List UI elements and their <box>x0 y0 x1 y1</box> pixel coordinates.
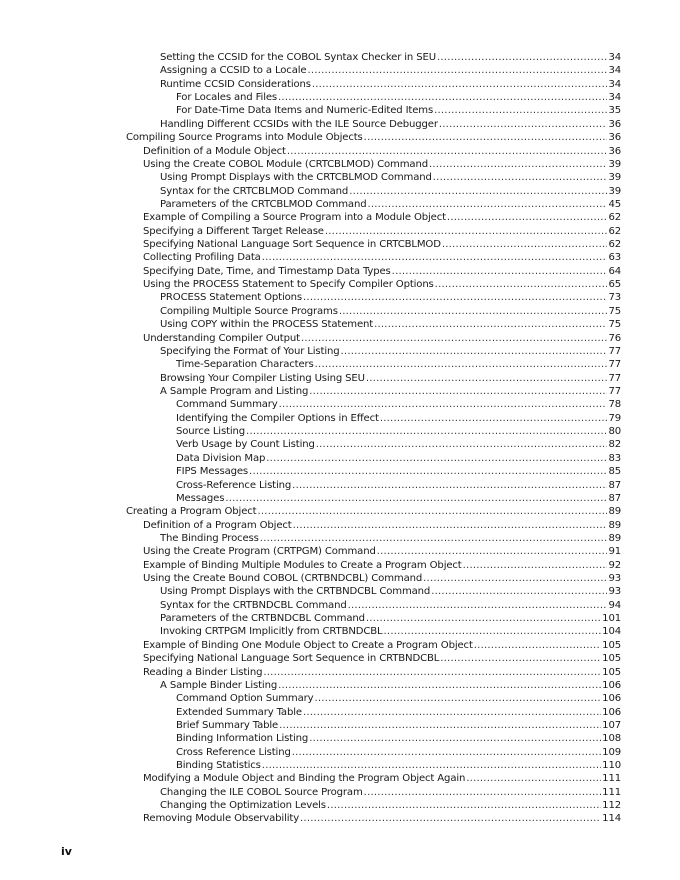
toc-entry-title: Parameters of the CRTBNDCBL Command <box>160 613 365 625</box>
toc-entry-title: Reading a Binder Listing <box>143 666 263 678</box>
toc-entry-title: Source Listing <box>176 426 246 438</box>
toc-entry-title: FIPS Messages <box>176 466 249 478</box>
toc-entry-page: 45 <box>608 198 621 210</box>
toc-entry[interactable] <box>0 772 680 785</box>
toc-entry-title: Creating a Program Object <box>126 506 257 518</box>
toc-entry-title: Specifying a Different Target Release <box>143 225 324 237</box>
toc-entry-title: Handling Different CCSIDs with the ILE Source Debugger <box>160 118 438 130</box>
toc-entry[interactable] <box>0 759 680 772</box>
toc-entry-title: Syntax for the CRTCBLMOD Command <box>160 185 349 197</box>
dot-leader <box>260 532 608 545</box>
toc-entry[interactable] <box>0 278 680 291</box>
toc-entry-title: Compiling Multiple Source Programs <box>160 305 338 317</box>
toc-entry[interactable] <box>0 679 680 692</box>
toc-entry[interactable] <box>0 545 680 558</box>
toc-entry-page: 89 <box>608 506 621 518</box>
dot-leader <box>315 358 608 371</box>
dot-leader <box>366 612 601 625</box>
dot-leader <box>309 385 607 398</box>
toc-entry[interactable] <box>0 345 680 358</box>
toc-entry-page: 34 <box>608 52 621 63</box>
toc-entry[interactable] <box>0 519 680 532</box>
dot-leader <box>278 91 607 104</box>
toc-entry-page: 111 <box>602 786 621 798</box>
toc-entry-title: Assigning a CCSID to a Locale <box>160 65 307 77</box>
toc-entry-page: 63 <box>608 252 621 264</box>
toc-entry[interactable] <box>0 51 680 64</box>
toc-entry-title: Specifying Date, Time, and Timestamp Data Types <box>143 265 391 277</box>
toc-entry[interactable] <box>0 145 680 158</box>
toc-entry-title: A Sample Binder Listing <box>160 679 278 691</box>
dot-leader <box>433 171 608 184</box>
toc-entry-page: 111 <box>602 773 621 785</box>
dot-leader <box>293 519 608 532</box>
toc-entry-page: 39 <box>608 185 621 197</box>
toc-entry-title: Using Prompt Displays with the CRTBNDCBL Command <box>160 586 431 598</box>
toc-entry-title: Example of Binding One Module Object to Create a Program Object <box>143 639 473 651</box>
dot-leader <box>257 505 607 518</box>
toc-entry-page: 65 <box>608 279 621 291</box>
toc-entry-page: 92 <box>608 559 621 571</box>
toc-entry-page: 87 <box>608 479 621 491</box>
toc-entry-page: 34 <box>608 92 621 104</box>
toc-entry-page: 87 <box>608 492 621 504</box>
toc-entry-title: Command Option Summary <box>176 693 314 705</box>
toc-entry-page: 34 <box>608 78 621 90</box>
toc-entry-title: Compiling Source Programs into Module Objects <box>126 132 363 144</box>
toc-entry[interactable] <box>0 425 680 438</box>
toc-entry[interactable] <box>0 706 680 719</box>
table-of-contents <box>0 51 680 826</box>
toc-entry[interactable] <box>0 198 680 211</box>
toc-entry-page: 105 <box>602 639 621 651</box>
toc-entry[interactable] <box>0 238 680 251</box>
toc-entry[interactable] <box>0 746 680 759</box>
toc-entry[interactable] <box>0 639 680 652</box>
toc-entry-title: For Locales and Files <box>176 92 278 104</box>
toc-entry[interactable] <box>0 532 680 545</box>
toc-entry-title: Browsing Your Compiler Listing Using SEU <box>160 372 365 384</box>
toc-entry[interactable] <box>0 812 680 825</box>
toc-entry-page: 114 <box>602 813 621 825</box>
toc-entry-title: Setting the CCSID for the COBOL Syntax Checker in SEU <box>160 52 436 63</box>
page-number: iv <box>61 845 72 858</box>
toc-entry-page: 78 <box>608 399 621 411</box>
toc-entry-page: 73 <box>608 292 621 304</box>
toc-entry-page: 75 <box>608 319 621 331</box>
toc-entry-page: 93 <box>608 573 621 585</box>
toc-entry-title: Changing the Optimization Levels <box>160 800 326 812</box>
toc-entry[interactable] <box>0 358 680 371</box>
toc-entry[interactable] <box>0 104 680 117</box>
dot-leader <box>474 639 601 652</box>
toc-entry-title: Runtime CCSID Considerations <box>160 78 311 90</box>
toc-entry-title: The Binding Process <box>160 532 259 544</box>
toc-entry-title: Parameters of the CRTCBLMOD Command <box>160 198 367 210</box>
toc-entry[interactable] <box>0 171 680 184</box>
dot-leader <box>314 692 601 705</box>
toc-entry[interactable] <box>0 372 680 385</box>
dot-leader <box>447 211 608 224</box>
toc-entry-title: A Sample Program and Listing <box>160 385 309 397</box>
toc-entry-title: Invoking CRTPGM Implicitly from CRTBNDCBL <box>160 626 383 638</box>
toc-entry-title: Understanding Compiler Output <box>143 332 300 344</box>
dot-leader <box>348 599 608 612</box>
toc-entry-title: Verb Usage by Count Listing <box>176 439 315 451</box>
dot-leader <box>429 158 608 171</box>
toc-entry-page: 112 <box>602 800 621 812</box>
toc-entry[interactable] <box>0 479 680 492</box>
toc-entry[interactable] <box>0 131 680 144</box>
dot-leader <box>366 372 608 385</box>
toc-entry-page: 83 <box>608 452 621 464</box>
toc-entry-title: Definition of a Program Object <box>143 519 292 531</box>
toc-entry-page: 39 <box>608 158 621 170</box>
toc-entry-page: 106 <box>602 706 621 718</box>
dot-leader <box>287 145 608 158</box>
dot-leader <box>364 786 602 799</box>
toc-entry[interactable] <box>0 305 680 318</box>
toc-entry-title: Modifying a Module Object and Binding the Program Object Again <box>143 773 466 785</box>
toc-entry[interactable] <box>0 385 680 398</box>
dot-leader <box>380 412 608 425</box>
toc-entry-title: Using the Create Program (CRTPGM) Command <box>143 546 376 558</box>
dot-leader <box>249 465 607 478</box>
dot-leader <box>292 746 601 759</box>
toc-entry[interactable] <box>0 185 680 198</box>
toc-entry-title: Using the Create COBOL Module (CRTCBLMOD) Command <box>143 158 428 170</box>
toc-entry-title: Data Division Map <box>176 452 266 464</box>
dot-leader <box>349 185 607 198</box>
toc-entry-page: 36 <box>608 132 621 144</box>
dot-leader <box>463 559 608 572</box>
dot-leader <box>225 492 607 505</box>
dot-leader <box>292 479 607 492</box>
dot-leader <box>377 545 608 558</box>
toc-entry-page: 75 <box>608 305 621 317</box>
dot-leader <box>440 652 601 665</box>
toc-entry-page: 62 <box>608 212 621 224</box>
dot-leader <box>266 452 607 465</box>
toc-entry-page: 79 <box>608 412 621 424</box>
toc-entry-title: Collecting Profiling Data <box>143 252 261 264</box>
toc-entry-page: 62 <box>608 225 621 237</box>
toc-entry-page: 89 <box>608 532 621 544</box>
toc-entry-page: 105 <box>602 666 621 678</box>
toc-entry-title: Specifying the Format of Your Listing <box>160 345 340 357</box>
toc-entry-title: Command Summary <box>176 399 278 411</box>
toc-entry-title: Cross-Reference Listing <box>176 479 292 491</box>
dot-leader <box>384 625 602 638</box>
toc-entry[interactable] <box>0 492 680 505</box>
dot-leader <box>341 345 608 358</box>
toc-entry-page: 91 <box>608 546 621 558</box>
toc-entry-page: 64 <box>608 265 621 277</box>
toc-entry-page: 39 <box>608 172 621 184</box>
toc-entry-title: Using the Create Bound COBOL (CRTBNDCBL) Command <box>143 573 423 585</box>
toc-entry[interactable] <box>0 732 680 745</box>
toc-entry[interactable] <box>0 572 680 585</box>
toc-entry-title: Using Prompt Displays with the CRTCBLMOD Command <box>160 172 432 184</box>
toc-entry-title: Removing Module Observability <box>143 813 300 825</box>
dot-leader <box>431 585 607 598</box>
toc-entry[interactable] <box>0 465 680 478</box>
toc-entry-title: Extended Summary Table <box>176 706 302 718</box>
toc-entry-title: Using COPY within the PROCESS Statement <box>160 319 374 331</box>
toc-entry[interactable] <box>0 612 680 625</box>
dot-leader <box>434 104 607 117</box>
toc-entry-title: Changing the ILE COBOL Source Program <box>160 786 363 798</box>
toc-entry-page: 106 <box>602 679 621 691</box>
toc-entry[interactable] <box>0 438 680 451</box>
dot-leader <box>325 225 608 238</box>
dot-leader <box>262 759 601 772</box>
dot-leader <box>300 812 601 825</box>
dot-leader <box>374 318 607 331</box>
toc-entry-page: 94 <box>608 599 621 611</box>
dot-leader <box>327 799 601 812</box>
toc-entry-page: 101 <box>602 613 621 625</box>
toc-entry-page: 110 <box>602 760 621 772</box>
dot-leader <box>303 291 607 304</box>
toc-entry[interactable] <box>0 318 680 331</box>
toc-entry-page: 80 <box>608 426 621 438</box>
dot-leader <box>312 78 608 91</box>
dot-leader <box>262 251 608 264</box>
toc-entry[interactable] <box>0 625 680 638</box>
dot-leader <box>466 772 601 785</box>
toc-entry-title: PROCESS Statement Options <box>160 292 303 304</box>
dot-leader <box>278 679 601 692</box>
toc-entry-page: 36 <box>608 118 621 130</box>
toc-entry-page: 77 <box>608 372 621 384</box>
dot-leader <box>367 198 607 211</box>
toc-entry[interactable] <box>0 78 680 91</box>
dot-leader <box>307 64 607 77</box>
dot-leader <box>392 265 608 278</box>
toc-entry-title: Syntax for the CRTBNDCBL Command <box>160 599 347 611</box>
dot-leader <box>439 118 608 131</box>
dot-leader <box>437 51 607 64</box>
toc-entry[interactable] <box>0 265 680 278</box>
toc-entry-page: 62 <box>608 239 621 251</box>
toc-entry-title: Identifying the Compiler Options in Effect <box>176 412 379 424</box>
toc-entry-page: 36 <box>608 145 621 157</box>
toc-entry[interactable] <box>0 692 680 705</box>
toc-entry-title: Cross Reference Listing <box>176 746 291 758</box>
toc-entry[interactable] <box>0 332 680 345</box>
dot-leader <box>301 332 608 345</box>
toc-entry-page: 93 <box>608 586 621 598</box>
toc-entry[interactable] <box>0 452 680 465</box>
toc-entry[interactable] <box>0 559 680 572</box>
dot-leader <box>263 666 601 679</box>
toc-entry[interactable] <box>0 585 680 598</box>
toc-entry-title: Time-Separation Characters <box>176 359 314 371</box>
toc-entry-title: Specifying National Language Sort Sequence in CRTCBLMOD <box>143 239 441 251</box>
dot-leader <box>279 398 608 411</box>
toc-entry-page: 104 <box>602 626 621 638</box>
toc-entry[interactable] <box>0 91 680 104</box>
dot-leader <box>442 238 608 251</box>
toc-entry-page: 77 <box>608 385 621 397</box>
toc-entry-page: 89 <box>608 519 621 531</box>
toc-entry[interactable] <box>0 251 680 264</box>
dot-leader <box>309 732 601 745</box>
toc-entry-page: 82 <box>608 439 621 451</box>
toc-entry-page: 109 <box>602 746 621 758</box>
dot-leader <box>279 719 601 732</box>
toc-entry-page: 35 <box>608 105 621 117</box>
toc-entry-page: 107 <box>602 719 621 731</box>
toc-entry[interactable] <box>0 291 680 304</box>
toc-entry-page: 77 <box>608 359 621 371</box>
toc-entry-page: 106 <box>602 693 621 705</box>
toc-entry-page: 85 <box>608 466 621 478</box>
dot-leader <box>435 278 608 291</box>
toc-entry[interactable] <box>0 652 680 665</box>
toc-entry[interactable] <box>0 64 680 77</box>
toc-entry[interactable] <box>0 599 680 612</box>
toc-entry-title: Messages <box>176 492 225 504</box>
toc-entry[interactable] <box>0 505 680 518</box>
toc-entry-page: 105 <box>602 653 621 665</box>
toc-entry-title: Binding Information Listing <box>176 733 309 745</box>
toc-entry[interactable] <box>0 225 680 238</box>
toc-entry-title: For Date-Time Data Items and Numeric-Edited Items <box>176 105 434 117</box>
toc-entry-page: 34 <box>608 65 621 77</box>
toc-entry[interactable] <box>0 211 680 224</box>
toc-entry[interactable] <box>0 666 680 679</box>
dot-leader <box>423 572 607 585</box>
dot-leader <box>364 131 608 144</box>
toc-entry[interactable] <box>0 786 680 799</box>
dot-leader <box>316 438 608 451</box>
toc-entry[interactable] <box>0 799 680 812</box>
toc-entry-title: Example of Compiling a Source Program into a Module Object <box>143 212 446 224</box>
dot-leader <box>339 305 608 318</box>
toc-entry[interactable] <box>0 118 680 131</box>
toc-entry-title: Binding Statistics <box>176 760 261 772</box>
toc-entry-title: Using the PROCESS Statement to Specify Compiler Options <box>143 279 434 291</box>
toc-entry-title: Specifying National Language Sort Sequence in CRTBNDCBL <box>143 653 440 665</box>
toc-entry[interactable] <box>0 412 680 425</box>
toc-entry-title: Example of Binding Multiple Modules to Create a Program Object <box>143 559 462 571</box>
toc-entry-title: Brief Summary Table <box>176 719 279 731</box>
toc-entry-page: 108 <box>602 733 621 745</box>
toc-entry-page: 76 <box>608 332 621 344</box>
toc-entry[interactable] <box>0 398 680 411</box>
toc-entry[interactable] <box>0 158 680 171</box>
dot-leader <box>303 706 601 719</box>
toc-entry-title: Definition of a Module Object <box>143 145 286 157</box>
toc-entry-page: 77 <box>608 345 621 357</box>
dot-leader <box>246 425 607 438</box>
toc-entry[interactable] <box>0 719 680 732</box>
